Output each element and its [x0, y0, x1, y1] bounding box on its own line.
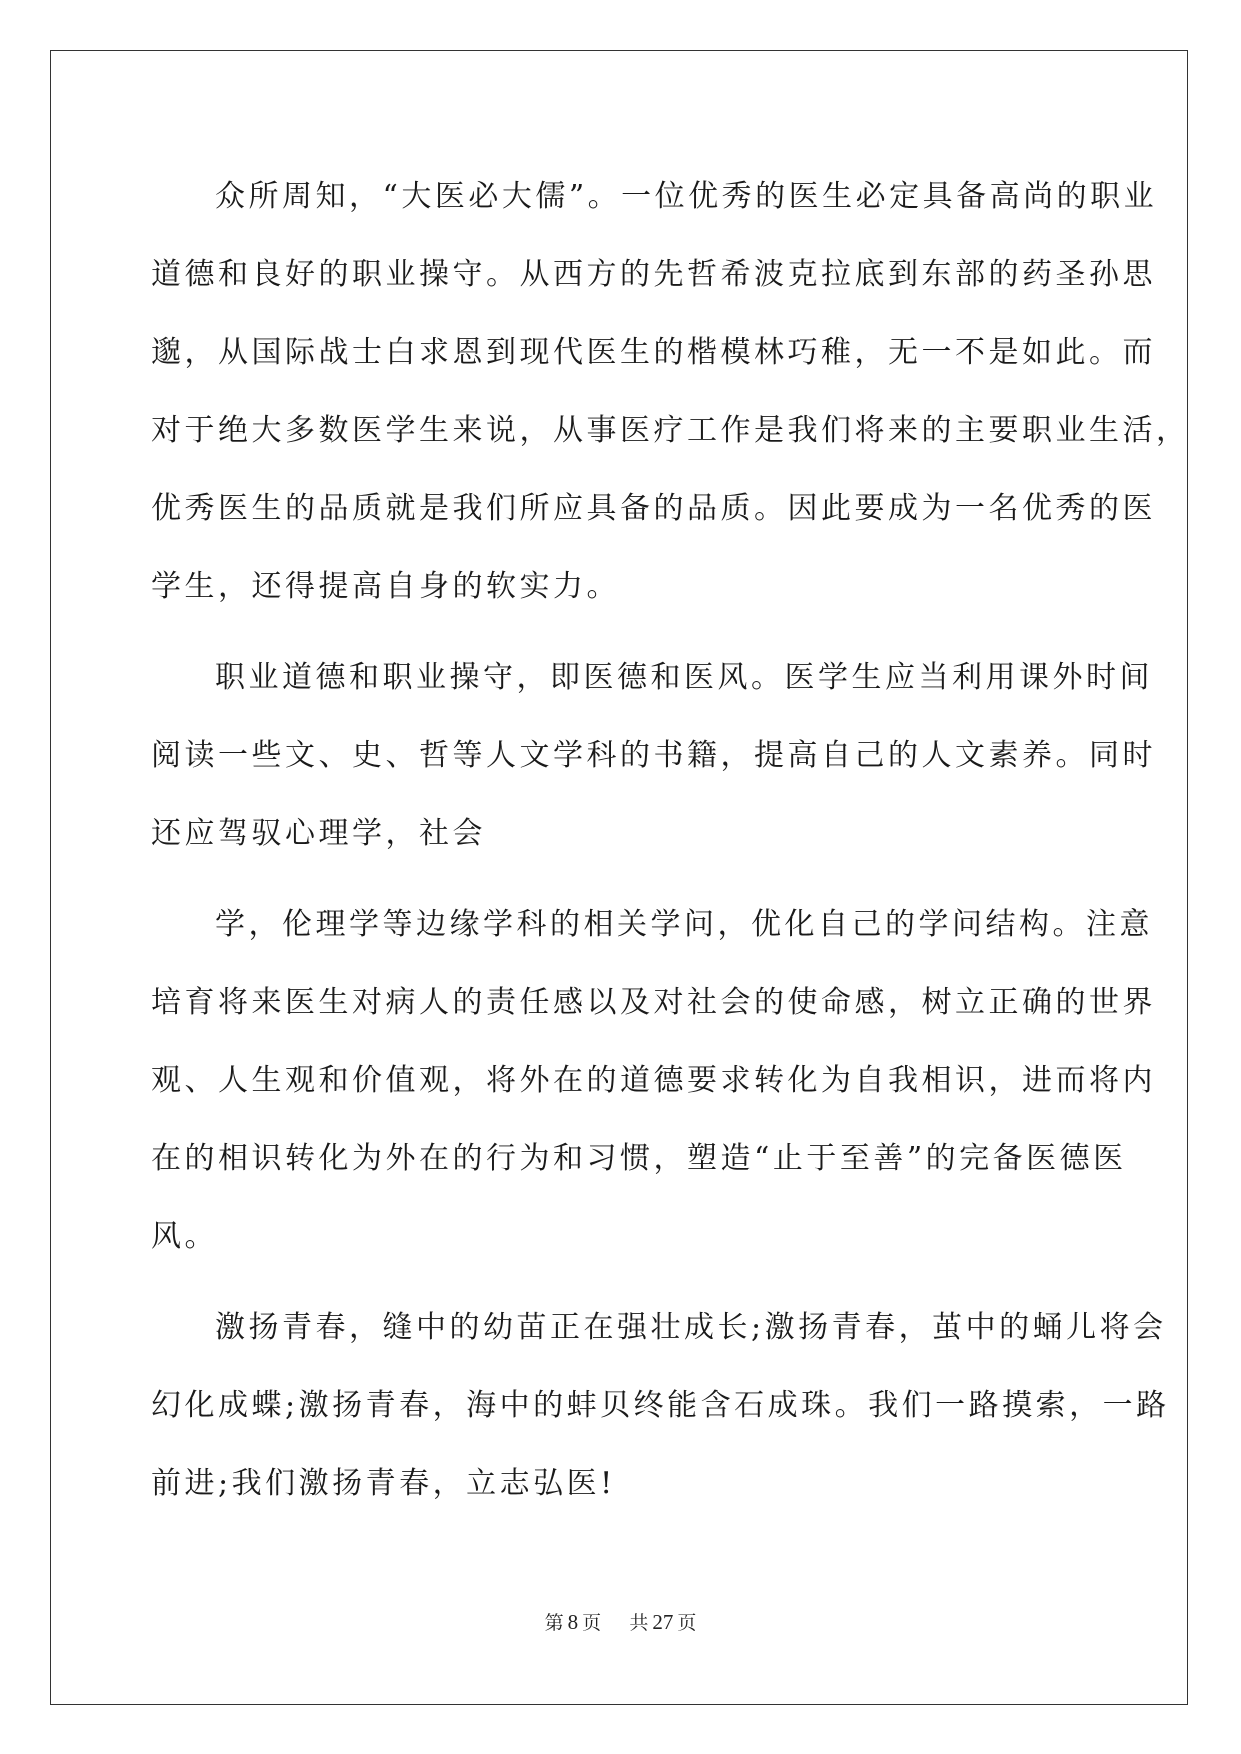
- total-prefix: 共: [629, 1612, 649, 1634]
- document-body: [151, 158, 1190, 1523]
- text-line: 在的相识转化为外在的行为和习惯，塑造“止于至善”的完备医德医: [151, 1141, 1127, 1176]
- text-line: 还应驾驭心理学，社会: [151, 816, 486, 851]
- text-line: 学生，还得提高自身的软实力。: [151, 569, 620, 604]
- text-line: 前进;我们激扬青春，立志弘医!: [151, 1466, 616, 1501]
- page-suffix: 页: [582, 1612, 602, 1634]
- text-line: 优秀医生的品质就是我们所应具备的品质。因此要成为一名优秀的医: [151, 491, 1156, 526]
- page-number: 8: [567, 1610, 579, 1634]
- text-line: 学，伦理学等边缘学科的相关学问，优化自己的学问结构。注意: [215, 907, 1153, 942]
- paragraph-gap: [151, 873, 1088, 886]
- text-line: 对于绝大多数医学生来说，从事医疗工作是我们将来的主要职业生活，: [151, 413, 1190, 448]
- text-line: 观、人生观和价值观，将外在的道德要求转化为自我相识，进而将内: [151, 1063, 1156, 1098]
- page-prefix: 第: [544, 1612, 564, 1634]
- paragraph-2: [151, 639, 1156, 873]
- page-footer: [0, 1608, 1241, 1635]
- paragraph-4: [151, 1289, 1170, 1523]
- text-line: 阅读一些文、史、哲等人文学科的书籍，提高自己的人文素养。同时: [151, 738, 1156, 773]
- text-line: 风。: [151, 1219, 218, 1254]
- total-pages: 27: [652, 1610, 674, 1634]
- paragraph-3: [151, 886, 1156, 1276]
- text-line: 激扬青春，缝中的幼苗正在强壮成长;激扬青春，茧中的蛹儿将会: [215, 1310, 1167, 1345]
- text-line: 培育将来医生对病人的责任感以及对社会的使命感，树立正确的世界: [151, 985, 1156, 1020]
- text-line: 道德和良好的职业操守。从西方的先哲希波克拉底到东部的药圣孙思: [151, 257, 1156, 292]
- text-line: 邈，从国际战士白求恩到现代医生的楷模林巧稚，无一不是如此。而: [151, 335, 1156, 370]
- paragraph-1: [151, 158, 1190, 626]
- paragraph-gap: [151, 1276, 1088, 1289]
- text-line: 众所周知，“大医必大儒”。一位优秀的医生必定具备高尚的职业: [215, 179, 1158, 214]
- paragraph-gap: [151, 626, 1088, 639]
- text-line: 职业道德和职业操守，即医德和医风。医学生应当利用课外时间: [215, 660, 1153, 695]
- total-suffix: 页: [677, 1612, 697, 1634]
- text-line: 幻化成蝶;激扬青春，海中的蚌贝终能含石成珠。我们一路摸索，一路: [151, 1388, 1170, 1423]
